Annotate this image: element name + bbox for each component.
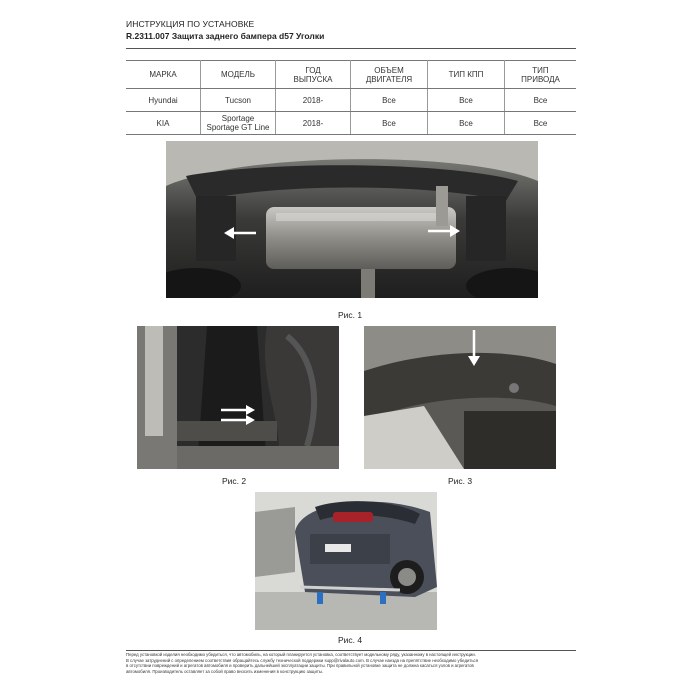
cell-drive: Все: [505, 112, 577, 135]
footer-line: в отсутствии повреждений и агрегатов автомобиля и проверить дальнейшей эксплуатации защиты. При правильной установке защита не должна касаться узлов и агрегатов: [126, 663, 474, 669]
footer-line: В случае затруднений с определением соответствия обращайтесь службу технической поддержки supp@rivalauto.com. В случае наезда на препятствие необходимо убедиться: [126, 657, 479, 663]
footer-divider: [126, 650, 576, 651]
col-drive: ТИП ПРИВОДА: [505, 61, 577, 89]
header-divider: [126, 48, 576, 49]
cell-engine: Все: [351, 89, 428, 112]
compatibility-table: [126, 60, 576, 135]
col-gearbox: ТИП КПП: [428, 61, 505, 89]
cell-brand: KIA: [126, 112, 201, 135]
figure-4-photo: [255, 492, 437, 630]
cell-year: 2018-: [276, 112, 351, 135]
cell-brand: Hyundai: [126, 89, 201, 112]
document-header: [126, 19, 576, 41]
col-year: ГОД ВЫПУСКА: [276, 61, 351, 89]
figure-3-photo: [364, 326, 556, 469]
figure-1-photo: [166, 141, 538, 298]
figure-2-caption: Рис. 2: [222, 476, 247, 486]
instruction-title: ИНСТРУКЦИЯ ПО УСТАНОВКЕ: [126, 19, 255, 29]
footer-line: автомобиля. Производитель оставляет за собой право вносить изменения в конструкцию защиты.: [126, 668, 324, 674]
cell-gearbox: Все: [428, 112, 505, 135]
figure-3-caption: Рис. 3: [448, 476, 473, 486]
table-row: [126, 89, 576, 112]
figure-2-photo: [137, 326, 339, 469]
cell-year: 2018-: [276, 89, 351, 112]
figure-4-caption: Рис. 4: [338, 635, 363, 645]
cell-model: Tucson: [201, 89, 276, 112]
col-brand: МАРКА: [126, 61, 201, 89]
figure-1-caption: Рис. 1: [338, 310, 363, 320]
cell-drive: Все: [505, 89, 577, 112]
footer-notes: [126, 652, 576, 674]
cell-engine: Все: [351, 112, 428, 135]
col-model: МОДЕЛЬ: [201, 61, 276, 89]
product-title: R.2311.007 Защита заднего бампера d57 Уголки: [126, 31, 325, 41]
cell-gearbox: Все: [428, 89, 505, 112]
table-header-row: [126, 61, 576, 89]
footer-line: Перед установкой изделия необходимо убедиться, что автомобиль, на который планируется установка, соответствует модельному ряду, указанному в настоящей инструкции.: [126, 652, 476, 657]
col-engine: ОБЪЕМ ДВИГАТЕЛЯ: [351, 61, 428, 89]
table-row: [126, 112, 576, 135]
cell-model: Sportage Sportage GT Line: [201, 112, 276, 135]
